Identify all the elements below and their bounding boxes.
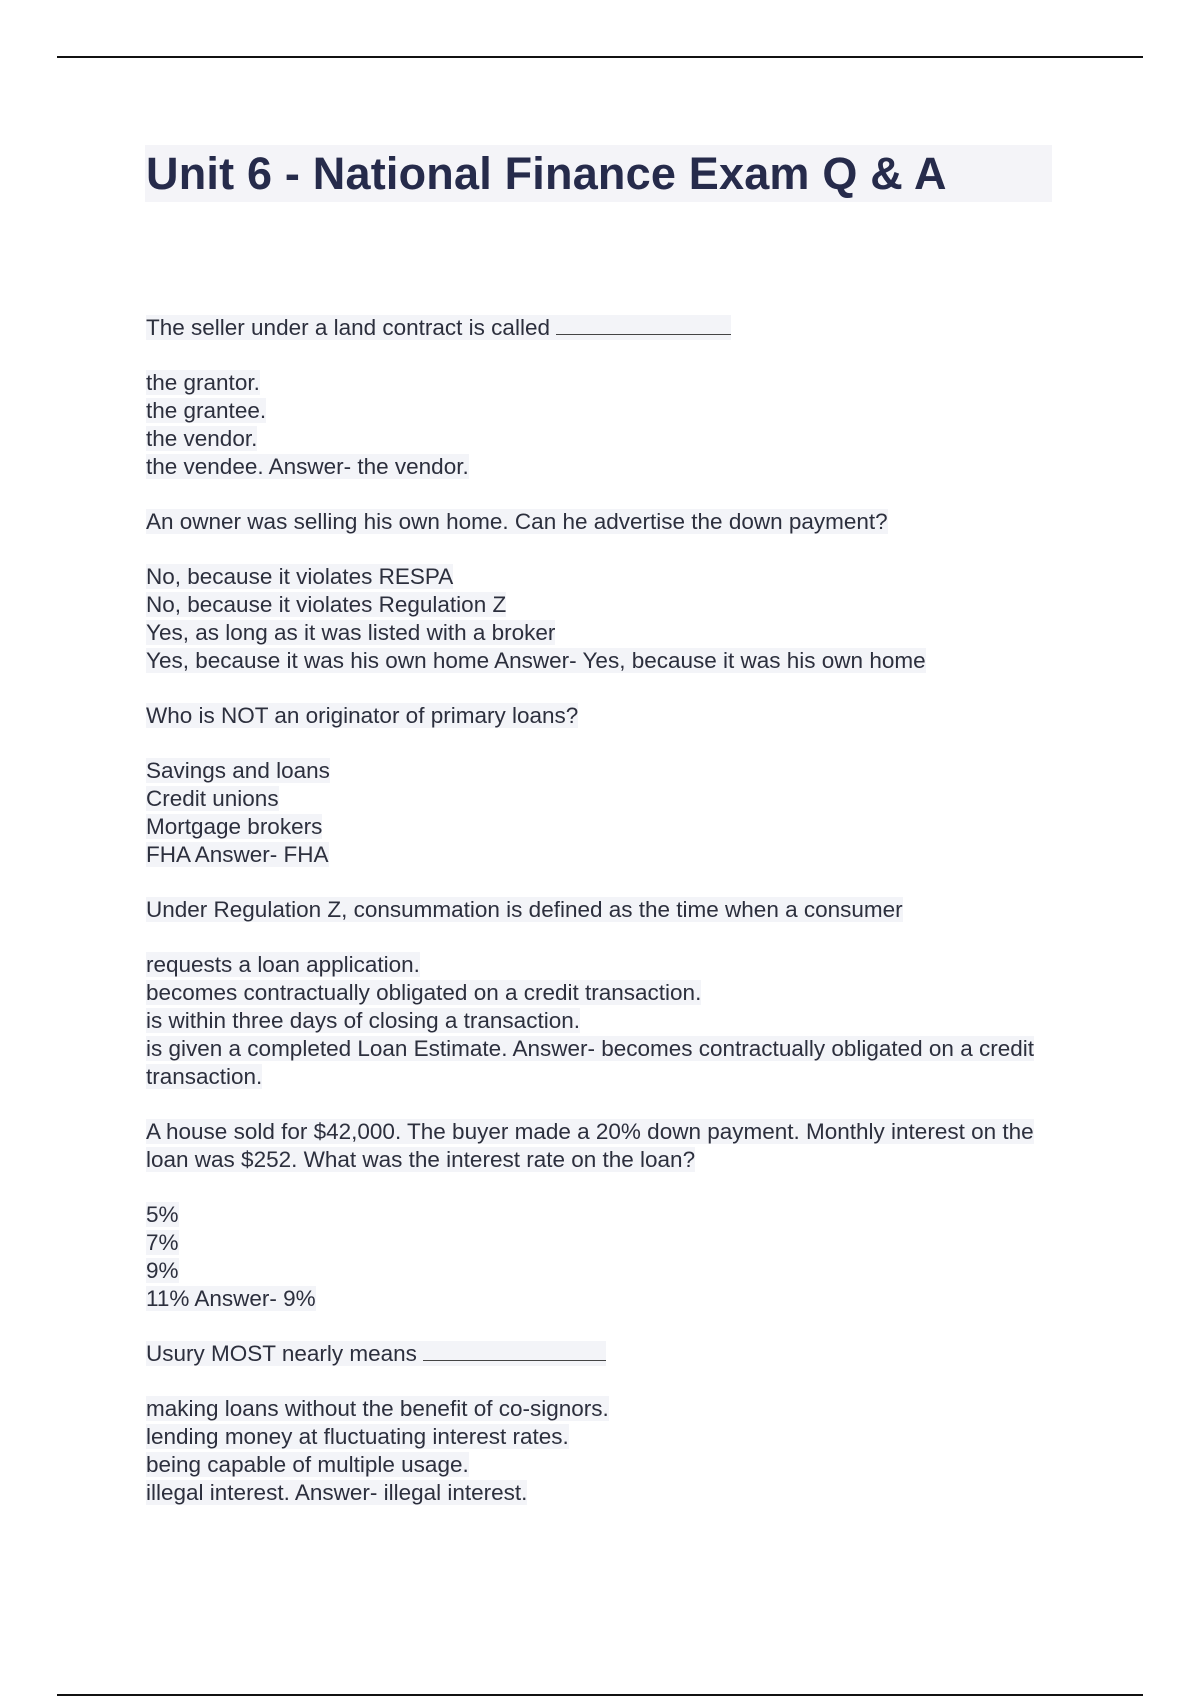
- question-1: The seller under a land contract is called: [146, 314, 1046, 342]
- option-with-answer: is given a completed Loan Estimate. Answer- becomes contractually obligated on a credit transaction.: [146, 1036, 1034, 1089]
- qa-item-6: [146, 1340, 1046, 1507]
- option: 5%: [146, 1202, 179, 1227]
- question-4: Under Regulation Z, consummation is defined as the time when a consumer: [146, 897, 903, 922]
- option: lending money at fluctuating interest rates.: [146, 1424, 569, 1449]
- qa-item-1: [146, 314, 1046, 481]
- option: the grantor.: [146, 370, 260, 395]
- option: Credit unions: [146, 786, 279, 811]
- qa-item-5: [146, 1118, 1046, 1313]
- option: is within three days of closing a transaction.: [146, 1008, 580, 1033]
- qa-item-4: [146, 896, 1046, 1091]
- option-with-answer: FHA Answer- FHA: [146, 842, 329, 867]
- option: No, because it violates RESPA: [146, 564, 454, 589]
- options-1: [146, 369, 1046, 481]
- qa-item-2: [146, 508, 1046, 675]
- options-4: [146, 951, 1046, 1091]
- question-6: Usury MOST nearly means: [146, 1340, 1046, 1368]
- option-with-answer: 11% Answer- 9%: [146, 1286, 316, 1311]
- question-3: Who is NOT an originator of primary loans?: [146, 703, 579, 728]
- option: 9%: [146, 1258, 179, 1283]
- option: 7%: [146, 1230, 179, 1255]
- options-3: [146, 757, 1046, 869]
- option-with-answer: illegal interest. Answer- illegal interest.: [146, 1480, 528, 1505]
- qa-list: [146, 314, 1046, 1534]
- option: requests a loan application.: [146, 952, 420, 977]
- option: becomes contractually obligated on a credit transaction.: [146, 980, 702, 1005]
- answer-blank: [556, 314, 731, 335]
- question-5: A house sold for $42,000. The buyer made a 20% down payment. Monthly interest on the loan was $252. What was the interest rate on the loan?: [146, 1119, 1034, 1172]
- option: Yes, as long as it was listed with a broker: [146, 620, 556, 645]
- page-title: Unit 6 - National Finance Exam Q & A: [146, 148, 947, 199]
- option: being capable of multiple usage.: [146, 1452, 469, 1477]
- options-6: [146, 1395, 1046, 1507]
- option: making loans without the benefit of co-signors.: [146, 1396, 609, 1421]
- header-rule: [57, 56, 1143, 58]
- options-5: [146, 1201, 1046, 1313]
- qa-item-3: [146, 702, 1046, 869]
- option: the grantee.: [146, 398, 267, 423]
- option: No, because it violates Regulation Z: [146, 592, 507, 617]
- option-with-answer: Yes, because it was his own home Answer- Yes, because it was his own home: [146, 648, 926, 673]
- option: Savings and loans: [146, 758, 330, 783]
- option: the vendor.: [146, 426, 258, 451]
- option: Mortgage brokers: [146, 814, 323, 839]
- question-2: An owner was selling his own home. Can he advertise the down payment?: [146, 509, 888, 534]
- answer-blank: [423, 1340, 606, 1361]
- footer-rule: [57, 1694, 1143, 1696]
- option-with-answer: the vendee. Answer- the vendor.: [146, 454, 469, 479]
- options-2: [146, 563, 1046, 675]
